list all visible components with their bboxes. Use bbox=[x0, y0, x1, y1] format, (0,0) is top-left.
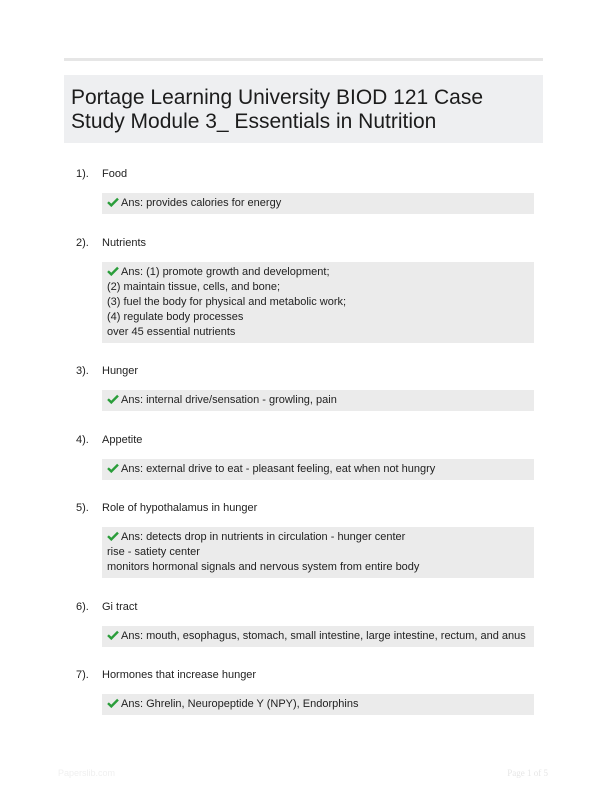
answer-line: Ans: Ghrelin, Neuropeptide Y (NPY), Endorphins bbox=[121, 698, 359, 710]
answer-line: (2) maintain tissue, cells, and bone; bbox=[107, 281, 281, 293]
answer-line: Ans: detects drop in nutrients in circulation - hunger center bbox=[121, 531, 406, 543]
checkmark-icon bbox=[107, 531, 119, 541]
checkmark-icon bbox=[107, 630, 119, 640]
answer-line: Ans: external drive to eat - pleasant feeling, eat when not hungry bbox=[121, 463, 436, 475]
answer-line: Ans: provides calories for energy bbox=[121, 197, 282, 209]
answer-line: Ans: internal drive/sensation - growling, pain bbox=[121, 394, 337, 406]
question-number: 5). bbox=[76, 502, 89, 514]
checkmark-icon bbox=[107, 463, 119, 473]
checkmark-icon bbox=[107, 394, 119, 404]
question-text: Role of hypothalamus in hunger bbox=[102, 502, 258, 514]
answer-box bbox=[102, 390, 534, 411]
question-text: Gi tract bbox=[102, 601, 138, 613]
question-number: 2). bbox=[76, 237, 89, 249]
document-title: Portage Learning University BIOD 121 Case Study Module 3_ Essentials in Nutrition bbox=[71, 86, 484, 133]
answer-line: (4) regulate body processes bbox=[107, 311, 244, 323]
answer-box bbox=[102, 626, 534, 647]
answer-line: (3) fuel the body for physical and metabolic work; bbox=[107, 296, 347, 308]
checkmark-icon bbox=[107, 266, 119, 276]
question-number: 7). bbox=[76, 669, 89, 681]
answer-box bbox=[102, 527, 534, 578]
answer-box bbox=[102, 193, 534, 214]
title-box bbox=[64, 75, 543, 143]
answer-line: rise - satiety center bbox=[107, 546, 200, 558]
answer-box bbox=[102, 262, 534, 343]
answer-line: Ans: mouth, esophagus, stomach, small intestine, large intestine, rectum, and anus bbox=[121, 630, 526, 642]
footer-page-number: Page 1 of 5 bbox=[507, 768, 548, 778]
question-text: Food bbox=[102, 168, 128, 180]
question-text: Hunger bbox=[102, 365, 139, 377]
top-divider bbox=[64, 58, 543, 61]
checkmark-icon bbox=[107, 698, 119, 708]
question-number: 3). bbox=[76, 365, 89, 377]
answer-line: monitors hormonal signals and nervous system from entire body bbox=[107, 561, 420, 573]
question-number: 6). bbox=[76, 601, 89, 613]
question-number: 1). bbox=[76, 168, 89, 180]
answer-line: over 45 essential nutrients bbox=[107, 326, 236, 338]
answer-box bbox=[102, 694, 534, 715]
question-text: Nutrients bbox=[102, 237, 147, 249]
question-text: Hormones that increase hunger bbox=[102, 669, 257, 681]
answer-box bbox=[102, 459, 534, 480]
checkmark-icon bbox=[107, 197, 119, 207]
question-number: 4). bbox=[76, 434, 89, 446]
answer-line: Ans: (1) promote growth and development; bbox=[121, 266, 330, 278]
question-text: Appetite bbox=[102, 434, 143, 446]
footer-site: Paperslib.com bbox=[58, 768, 116, 778]
